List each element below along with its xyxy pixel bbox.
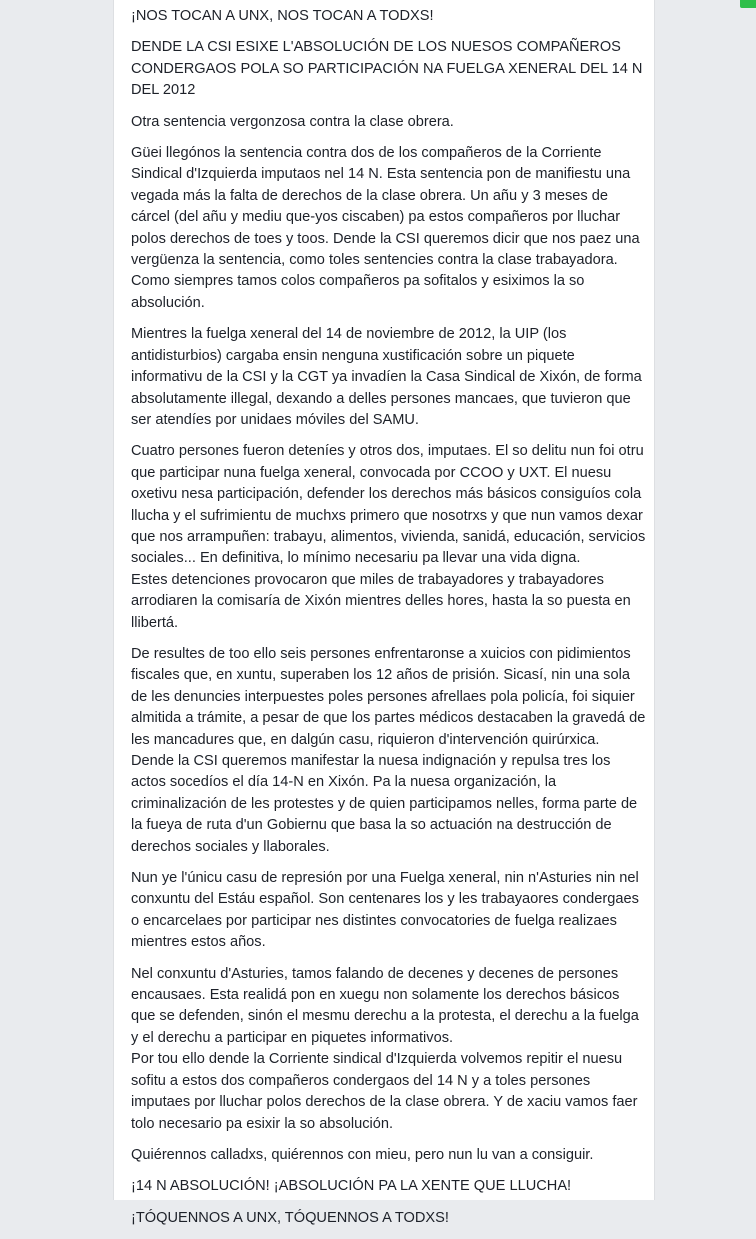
post-paragraph-10: Quiérennos calladxs, quiérennos con mieu, pero nun lu van a consiguir. [131, 1146, 594, 1163]
post-paragraph-11: ¡14 N ABSOLUCIÓN! ¡ABSOLUCIÓN PA LA XENTE QUE LLUCHA! [131, 1178, 572, 1195]
post-card [113, 0, 655, 1226]
post-text [131, 6, 646, 1239]
post-paragraph-6: Cuatro persones fueron deteníes y otros dos, imputaes. El so delitu nun foi otru que participar nuna fuelga xeneral, convocada por CCOO y UXT. El nuesu oxetivu nesa participación, defender los derechos más básicos consiguíos cola llucha y el sufrimientu de muchxs primero que nosotrxs y que nun vamos dexar que nos arrampuñen: trabayu, alimentos, vivienda, sanidá, educación, servicios sociales... En definitiva, lo mínimo necesariu pa llevar una vida digna. Estes detenciones provocaron que miles de trabayadores y trabayadores arrodiaren la comisaría de Xixón mientres delles hores, hasta la so puesta en llibertá. [131, 443, 646, 631]
post-paragraph-2: DENDE LA CSI ESIXE L'ABSOLUCIÓN DE LOS NUESOS COMPAÑEROS CONDERGAOS POLA SO PARTICIPACIÓN NA FUELGA XENERAL DEL 14 N DEL 2012 [131, 39, 643, 99]
post-paragraph-4: Güei llegónos la sentencia contra dos de los compañeros de la Corriente Sindical d'Izquierda imputaos nel 14 N. Esta sentencia pon de manifiestu una vegada más la falta de derechos de la clase obrera. Un añu y 3 meses de cárcel (del añu y mediu que-yos ciscaben) pa estos compañeros por lluchar polos derechos de toes y toos. Dende la CSI queremos dicir que nos paez una vergüenza la sentencia, como toles sentencies contra la clase trabayadora. Como siempres tamos colos compañeros pa sofitalos y esiximos la so absolución. [131, 145, 640, 311]
post-paragraph-8: Nun ye l'únicu casu de represión por una Fuelga xeneral, nin n'Asturies nin nel conxuntu del Estáu español. Son centenares los y les trabayaores condergaes o encarcelaes por participar nes distintes convocatories de fuelga realizaes mientres estos años. [131, 870, 639, 951]
post-paragraph-7: De resultes de too ello seis persones enfrentaronse a xuicios con pidimientos fiscales que, en xuntu, superaben los 12 años de prisión. Sicasí, nin una sola de les denuncies interpuestes poles persones afrellaes pola policía, foi siquier almitida a trámite, a pesar de que los partes médicos destacaben la gravedá de les mancadures que, en dalgún casu, riquieron d'intervención quirúrxica. Dende la CSI queremos manifestar la nuesa indignación y repulsa tres los actos socedíos el día 14-N en Xixón. Pa la nuesa organización, la criminalización de les protestes y de quien participamos nelles, forma parte de la fueya de ruta d'un Gobiernu que basa la so actuación na destrucción de derechos sociales y llaborales. [131, 645, 646, 855]
post-paragraph-9: Nel conxuntu d'Asturies, tamos falando de decenes y decenes de persones encausaes. Esta realidá pon en xuegu non solamente los derechos básicos que se defenden, sinón el mesmu derechu a la protesta, el derechu a la fuelga y el derechu a participar en piquetes informativos. Por tou ello dende la Corriente sindical d'Izquierda volvemos repitir el nuesu sofitu a estos dos compañeros condergaos del 14 N y a toles persones imputaes por lluchar polos derechos de la clase obrera. Y de xaciu vamos faer tolo necesario pa esixir la so absolución. [131, 965, 639, 1132]
post-paragraph-3: Otra sentencia vergonzosa contra la clase obrera. [131, 113, 454, 130]
post-paragraph-12: ¡TÓQUENNOS A UNX, TÓQUENNOS A TODXS! [131, 1209, 449, 1226]
battery-icon [740, 0, 756, 8]
post-paragraph-5: Mientres la fuelga xeneral del 14 de noviembre de 2012, la UIP (los antidisturbios) cargaba ensin nenguna xustificación sobre un piquete informativu de la CSI y la CGT ya invadíen la Casa Sindical de Xixón, de forma absolutamente illegal, dexando a delles persones mancaes, que tuvieron que ser atendíes por unidaes móviles del SAMU. [131, 326, 642, 428]
post-paragraph-1: ¡NOS TOCAN A UNX, NOS TOCAN A TODXS! [131, 8, 434, 24]
